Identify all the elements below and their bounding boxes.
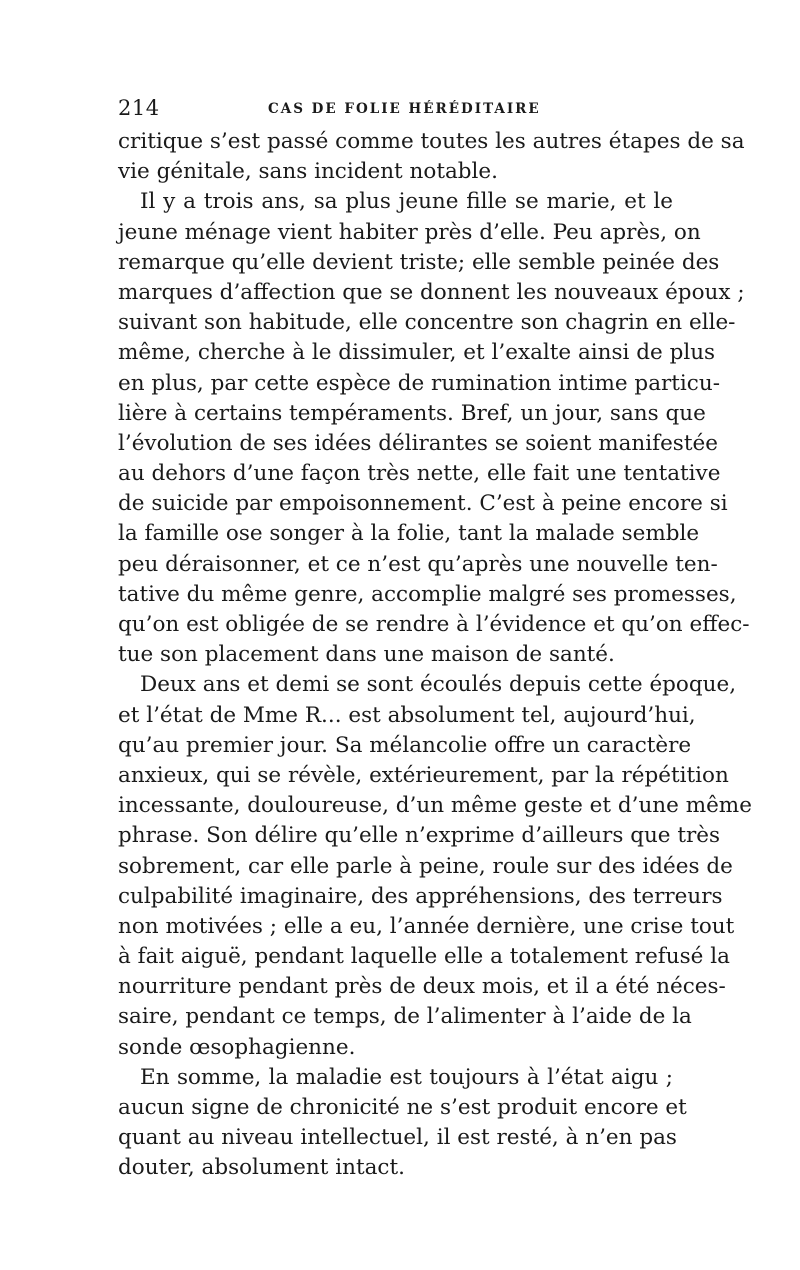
text-line: l’évolution de ses idées délirantes se soient manifestée — [118, 430, 718, 456]
text-line: de suicide par empoisonnement. C’est à peine encore si — [118, 491, 728, 517]
text-line: En somme, la maladie est toujours à l’état aigu ; — [140, 1064, 673, 1090]
text-line: Il y a trois ans, sa plus jeune fille se marie, et le — [140, 189, 673, 215]
text-line: aucun signe de chronicité ne s’est produit encore et — [118, 1095, 687, 1120]
text-line: qu’on est obligée de se rendre à l’évidence et qu’on effec- — [118, 612, 750, 637]
text-line: anxieux, qui se révèle, extérieurement, par la répétition — [118, 762, 729, 788]
text-line: tue son placement dans une maison de santé. — [118, 642, 615, 668]
text-line: marques d’affection que se donnent les nouveaux époux ; — [118, 279, 745, 305]
running-head — [118, 96, 673, 126]
text-line: lière à certains tempéraments. Bref, un jour, sans que — [118, 400, 706, 426]
text-line: culpabilité imaginaire, des appréhensions, des terreurs — [118, 883, 723, 909]
text-line: critique s’est passé comme toutes les autres étapes de sa — [118, 129, 745, 154]
text-line: vie génitale, sans incident notable. — [118, 159, 498, 185]
text-line: qu’au premier jour. Sa mélancolie offre un caractère — [118, 732, 692, 758]
text-line: en plus, par cette espèce de rumination intime particu- — [118, 370, 720, 396]
body-text — [118, 127, 752, 1184]
text-line: la famille ose songer à la folie, tant la malade semble — [118, 521, 700, 547]
text-line: non motivées ; elle a eu, l’année dernière, une crise tout — [118, 913, 735, 939]
text-line: incessante, douloureuse, d’un même geste et d’une même — [118, 793, 752, 819]
text-line: sobrement, car elle parle à peine, roule sur des idées de — [118, 853, 733, 879]
text-line: peu déraisonner, et ce n’est qu’après une nouvelle ten- — [118, 551, 718, 577]
text-line: à fait aiguë, pendant laquelle elle a totalement refusé la — [118, 944, 730, 970]
text-line: sonde œsophagienne. — [118, 1034, 356, 1060]
text-line: même, cherche à le dissimuler, et l’exalte ainsi de plus — [118, 340, 716, 366]
text-line: quant au niveau intellectuel, il est resté, à n’en pas — [118, 1125, 677, 1151]
text-line: suivant son habitude, elle concentre son chagrin en elle- — [118, 310, 736, 336]
running-title: CAS DE FOLIE HÉRÉDITAIRE — [268, 101, 541, 117]
text-line: douter, absolument intact. — [118, 1155, 405, 1181]
text-line: jeune ménage vient habiter près d’elle. Peu après, on — [118, 219, 701, 245]
text-line: Deux ans et demi se sont écoulés depuis cette époque, — [140, 672, 737, 698]
text-line: saire, pendant ce temps, de l’alimenter à l’aide de la — [118, 1004, 692, 1030]
text-line: phrase. Son délire qu’elle n’exprime d’ailleurs que très — [118, 823, 721, 849]
text-line: tative du même genre, accomplie malgré ses promesses, — [118, 581, 737, 607]
text-line: remarque qu’elle devient triste; elle semble peinée des — [118, 249, 720, 275]
text-line: au dehors d’une façon très nette, elle fait une tentative — [118, 461, 721, 487]
text-line: et l’état de Mme R... est absolument tel, aujourd’hui, — [118, 702, 696, 728]
page-number: 214 — [118, 96, 160, 120]
text-line: nourriture pendant près de deux mois, et il a été néces- — [118, 974, 726, 1000]
